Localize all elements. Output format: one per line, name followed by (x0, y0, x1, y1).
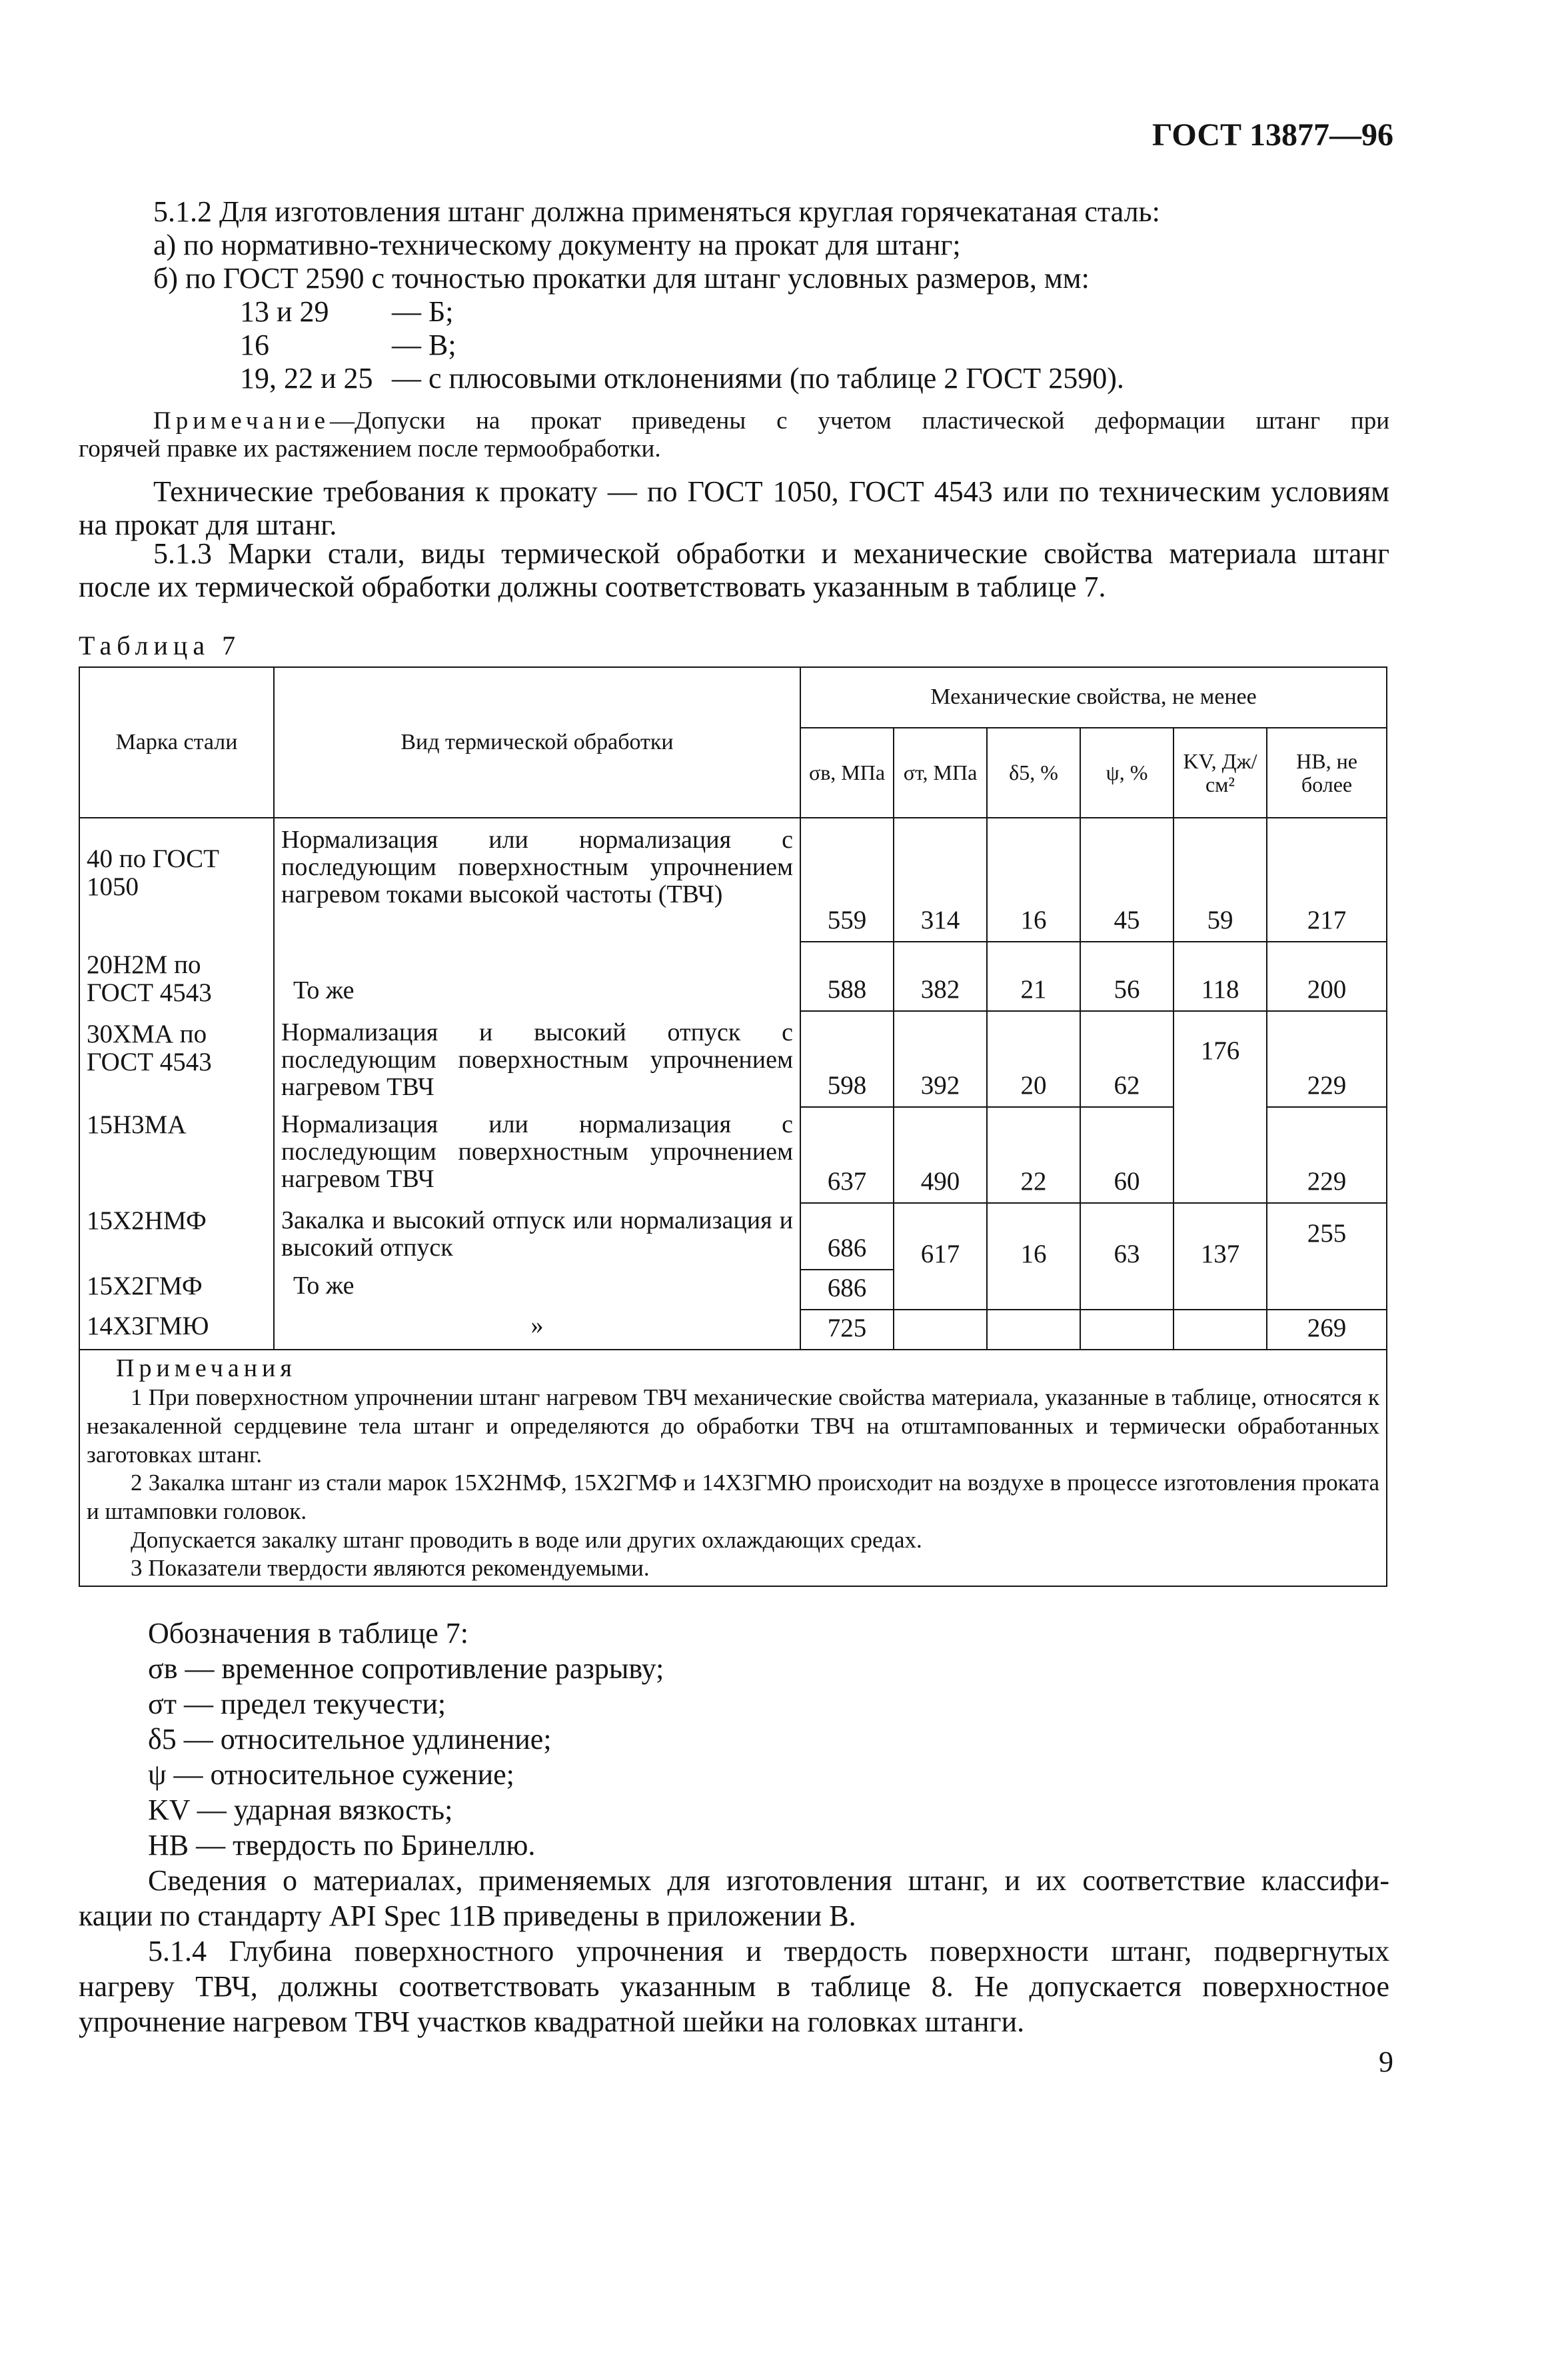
table-notes (79, 1350, 1387, 1586)
hb-cell: 269 (1267, 1310, 1387, 1350)
treatment-cell: То же (274, 942, 800, 1011)
size-13-29: 13 и 29 (240, 295, 329, 328)
treatment-cell: Нормализация или нормализация с последующим поверхностным упрочнением нагревом токами высокой частоты (ТВЧ) (274, 818, 800, 942)
col-head-treatment: Вид термической обработки (274, 667, 800, 818)
st-cell: 382 (894, 942, 987, 1011)
steel-cell: 14Х3ГМЮ (79, 1310, 274, 1350)
treatment-cell: » (274, 1310, 800, 1350)
psi-cell: 62 (1080, 1011, 1174, 1107)
hb-cell: 229 (1267, 1011, 1387, 1107)
psi-cell: 45 (1080, 818, 1174, 942)
tech-req-line2: на прокат для штанг. (79, 509, 337, 541)
d5-cell: 16 (987, 818, 1080, 942)
d5-cell: 21 (987, 942, 1080, 1011)
p512-item-b: б) по ГОСТ 2590 с точностью прокатки для штанг условных размеров, мм: (153, 262, 1090, 295)
legend-kv: KV — ударная вязкость; (148, 1793, 453, 1826)
size-19-22-25-class: — с плюсовыми отклонениями (по таблице 2 ГОСТ 2590). (392, 362, 1124, 395)
treatment-cell: Нормализация и высокий отпуск с последующим поверхностным упрочнением нагревом ТВЧ (274, 1011, 800, 1107)
col-head-st: σт, МПа (894, 728, 987, 818)
sv-cell: 686 (800, 1270, 894, 1310)
steel-cell: 20Н2М по ГОСТ 4543 (79, 942, 274, 1011)
d5-cell: 16 (987, 1203, 1080, 1310)
kv-cell: 59 (1174, 818, 1267, 942)
kv-cell (1174, 1310, 1267, 1350)
table-7 (79, 666, 1387, 1587)
note-2: 2 Закалка штанг из стали марок 15Х2НМФ, 15Х2ГМФ и 14Х3ГМЮ происходит на воздухе в процессе изготовления проката и штамповки головок. (87, 1470, 1380, 1525)
info-line1: Сведения о материалах, применяемых для изготовления штанг, и их соответствие классифи- (148, 1864, 1389, 1897)
table-row (79, 942, 1387, 1011)
legend-hb: HB — твердость по Бринеллю. (148, 1829, 536, 1861)
size-13-29-class: — Б; (392, 295, 454, 328)
notes-title: Примечания (116, 1354, 297, 1382)
kv-cell: 118 (1174, 942, 1267, 1011)
psi-cell: 63 (1080, 1203, 1174, 1310)
p514-line2: нагреву ТВЧ, должны соответствовать указанным в таблице 8. Не допускается поверхностное (79, 1970, 1389, 2003)
sv-cell: 725 (800, 1310, 894, 1350)
hb-cell: 229 (1267, 1107, 1387, 1203)
tech-req-line1: Технические требования к прокату — по ГОСТ 1050, ГОСТ 4543 или по техническим условиям (153, 475, 1389, 508)
steel-cell: 30ХМА по ГОСТ 4543 (79, 1011, 274, 1107)
p512-item-a: а) по нормативно-техническому документу на прокат для штанг; (153, 229, 961, 261)
col-head-sv: σв, МПа (800, 728, 894, 818)
p512-line1: 5.1.2 Для изготовления штанг должна применяться круглая горячекатаная сталь: (153, 195, 1160, 228)
kv-cell: 176 (1174, 1011, 1267, 1203)
table-row (79, 818, 1387, 942)
info-line2: кации по стандарту API Spec 11B приведены в приложении В. (79, 1899, 856, 1932)
d5-cell: 20 (987, 1011, 1080, 1107)
legend-psi: ψ — относительное сужение; (148, 1758, 514, 1791)
note-label: Примечание (153, 407, 330, 435)
table-row (79, 1203, 1387, 1270)
st-cell: 314 (894, 818, 987, 942)
treatment-cell: Закалка и высокий отпуск или нормализация и высокий отпуск (274, 1203, 800, 1270)
table-caption: Таблица 7 (79, 630, 241, 660)
col-head-psi: ψ, % (1080, 728, 1174, 818)
legend-st: σт — предел текучести; (148, 1688, 446, 1720)
size-19-22-25: 19, 22 и 25 (240, 362, 373, 395)
table-notes-row (79, 1350, 1387, 1586)
p514-line3: упрочнение нагревом ТВЧ участков квадратной шейки на головках штанги. (79, 2005, 1025, 2038)
hb-cell: 200 (1267, 942, 1387, 1011)
p513-line1: 5.1.3 Марки стали, виды термической обработки и механические свойства материала штанг (153, 537, 1389, 570)
legend-title: Обозначения в таблице 7: (148, 1617, 469, 1650)
sv-cell: 686 (800, 1203, 894, 1270)
sv-cell: 588 (800, 942, 894, 1011)
table-row (79, 1310, 1387, 1350)
psi-cell: 60 (1080, 1107, 1174, 1203)
p514-line1: 5.1.4 Глубина поверхностного упрочнения и твердость поверхности штанг, подвергнутых (148, 1935, 1389, 1967)
col-head-d5: δ5, % (987, 728, 1080, 818)
legend-sv: σв — временное сопротивление разрыву; (148, 1652, 664, 1685)
steel-cell: 40 по ГОСТ 1050 (79, 818, 274, 942)
steel-cell: 15Х2ГМФ (79, 1270, 274, 1310)
hb-cell: 217 (1267, 818, 1387, 942)
steel-cell: 15Х2НМФ (79, 1203, 274, 1270)
col-head-steel: Марка стали (79, 667, 274, 818)
note-2b: Допускается закалку штанг проводить в воде или других охлаждающих средах. (131, 1526, 922, 1553)
note-text: —Допуски на прокат приведены с учетом пластической деформации штанг при (330, 407, 1389, 435)
steel-cell: 15Н3МА (79, 1107, 274, 1203)
col-head-mech: Механические свойства, не менее (800, 667, 1387, 728)
sv-cell: 559 (800, 818, 894, 942)
document-header: ГОСТ 13877—96 (1152, 117, 1393, 153)
sv-cell: 598 (800, 1011, 894, 1107)
treatment-cell: Нормализация или нормализация с последующим поверхностным упрочнением нагревом ТВЧ (274, 1107, 800, 1203)
st-cell: 490 (894, 1107, 987, 1203)
treatment-cell: То же (274, 1270, 800, 1310)
size-16-class: — В; (392, 329, 456, 361)
sv-cell: 637 (800, 1107, 894, 1203)
st-cell: 392 (894, 1011, 987, 1107)
d5-cell: 22 (987, 1107, 1080, 1203)
note-3: 3 Показатели твердости являются рекомендуемыми. (131, 1555, 650, 1582)
note-line2: горячей правке их растяжением после термообработки. (79, 435, 661, 463)
note-line1 (153, 407, 1389, 435)
page-number: 9 (1379, 2045, 1393, 2078)
legend-d5: δ5 — относительное удлинение; (148, 1723, 552, 1756)
d5-cell (987, 1310, 1080, 1350)
table-row (79, 1011, 1387, 1107)
st-cell (894, 1310, 987, 1350)
col-head-kv: KV, Дж/см² (1174, 728, 1267, 818)
p513-line2: после их термической обработки должны соответствовать указанным в таблице 7. (79, 571, 1106, 603)
hb-cell: 255 (1267, 1203, 1387, 1310)
psi-cell (1080, 1310, 1174, 1350)
note-1: 1 При поверхностном упрочнении штанг нагревом ТВЧ механические свойства материала, указанные в таблице, относятся к незакаленной сердцевине тела штанг и определяются до обработки ТВЧ на отштампованных и термически обработанных заготовках штанг. (87, 1384, 1380, 1468)
size-16: 16 (240, 329, 269, 361)
col-head-hb: НВ, не более (1267, 728, 1387, 818)
psi-cell: 56 (1080, 942, 1174, 1011)
st-cell: 617 (894, 1203, 987, 1310)
kv-cell: 137 (1174, 1203, 1267, 1310)
